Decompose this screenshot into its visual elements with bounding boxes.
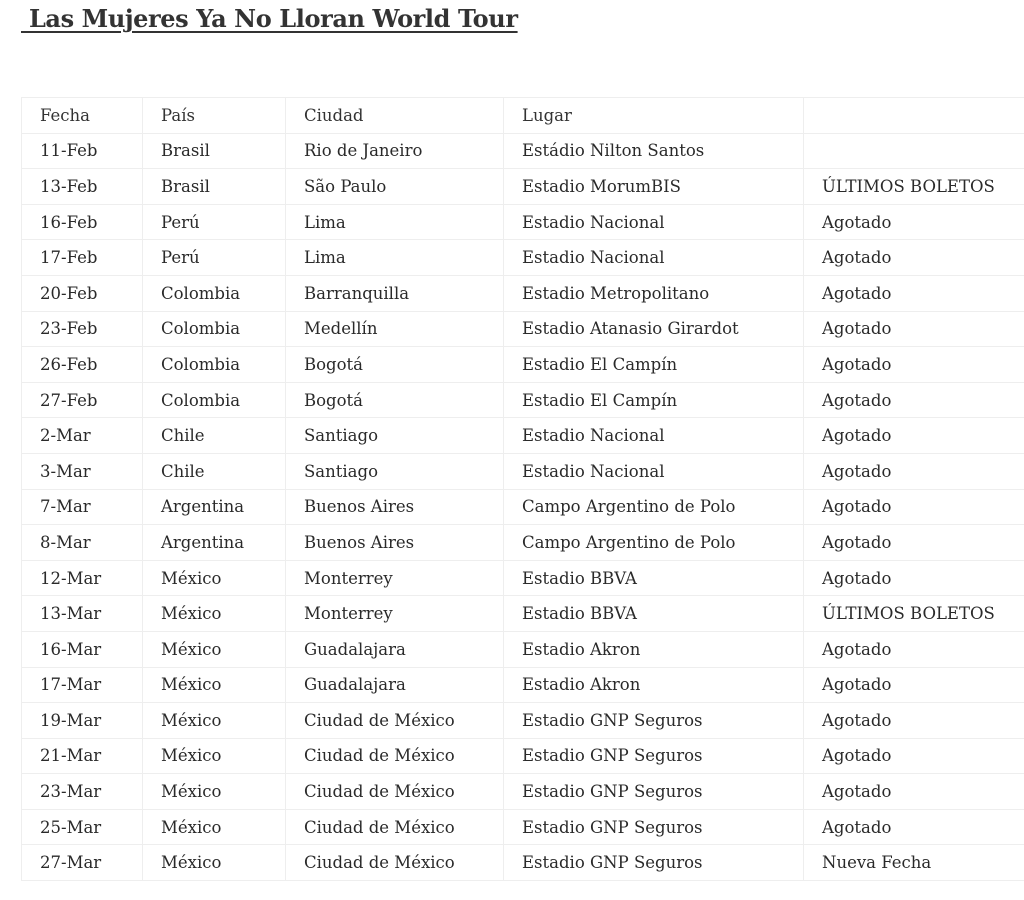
status-cell: Agotado: [804, 275, 1024, 311]
country-cell: Argentina: [143, 489, 286, 525]
header-cell-lugar: Lugar: [504, 98, 804, 134]
header-cell-ciudad: Ciudad: [286, 98, 504, 134]
city-cell: Ciudad de México: [286, 845, 504, 881]
city-cell: Bogotá: [286, 347, 504, 383]
date-cell: 19-Mar: [22, 703, 143, 739]
status-cell: Agotado: [804, 525, 1024, 561]
city-cell: Barranquilla: [286, 275, 504, 311]
venue-cell: Estadio El Campín: [504, 347, 804, 383]
city-cell: Lima: [286, 204, 504, 240]
date-cell: 11-Feb: [22, 133, 143, 169]
city-cell: Guadalajara: [286, 667, 504, 703]
table-row: [22, 596, 1024, 632]
date-cell: 20-Feb: [22, 275, 143, 311]
country-cell: Colombia: [143, 311, 286, 347]
venue-cell: Estadio Metropolitano: [504, 275, 804, 311]
date-cell: 8-Mar: [22, 525, 143, 561]
table-row: [22, 667, 1024, 703]
country-cell: México: [143, 667, 286, 703]
table-row: [22, 631, 1024, 667]
venue-cell: Estadio GNP Seguros: [504, 738, 804, 774]
country-cell: Perú: [143, 240, 286, 276]
city-cell: Ciudad de México: [286, 703, 504, 739]
date-cell: 25-Mar: [22, 809, 143, 845]
table-row: [22, 774, 1024, 810]
table-row: [22, 703, 1024, 739]
city-cell: Lima: [286, 240, 504, 276]
table-row: [22, 204, 1024, 240]
city-cell: Santiago: [286, 418, 504, 454]
date-cell: 13-Mar: [22, 596, 143, 632]
date-cell: 17-Mar: [22, 667, 143, 703]
venue-cell: Estadio Nacional: [504, 240, 804, 276]
date-cell: 27-Feb: [22, 382, 143, 418]
country-cell: Chile: [143, 418, 286, 454]
country-cell: México: [143, 596, 286, 632]
date-cell: 23-Mar: [22, 774, 143, 810]
status-cell: Agotado: [804, 453, 1024, 489]
city-cell: Rio de Janeiro: [286, 133, 504, 169]
date-cell: 26-Feb: [22, 347, 143, 383]
venue-cell: Estadio GNP Seguros: [504, 703, 804, 739]
country-cell: México: [143, 845, 286, 881]
venue-cell: Campo Argentino de Polo: [504, 489, 804, 525]
country-cell: Brasil: [143, 169, 286, 205]
country-cell: Colombia: [143, 275, 286, 311]
table-row: [22, 418, 1024, 454]
status-cell: Agotado: [804, 204, 1024, 240]
status-cell: Agotado: [804, 809, 1024, 845]
table-row: [22, 275, 1024, 311]
table-row: [22, 133, 1024, 169]
table-row: [22, 453, 1024, 489]
country-cell: Argentina: [143, 525, 286, 561]
date-cell: 7-Mar: [22, 489, 143, 525]
city-cell: Santiago: [286, 453, 504, 489]
country-cell: Perú: [143, 204, 286, 240]
date-cell: 3-Mar: [22, 453, 143, 489]
city-cell: Ciudad de México: [286, 738, 504, 774]
status-cell: Agotado: [804, 347, 1024, 383]
date-cell: 13-Feb: [22, 169, 143, 205]
venue-cell: Campo Argentino de Polo: [504, 525, 804, 561]
country-cell: Colombia: [143, 382, 286, 418]
table-row: [22, 240, 1024, 276]
table-row: [22, 311, 1024, 347]
status-cell: Agotado: [804, 311, 1024, 347]
city-cell: Buenos Aires: [286, 525, 504, 561]
table-row: [22, 169, 1024, 205]
country-cell: Brasil: [143, 133, 286, 169]
date-cell: 27-Mar: [22, 845, 143, 881]
table-row: [22, 347, 1024, 383]
header-cell-pais: País: [143, 98, 286, 134]
page-title: Las Mujeres Ya No Lloran World Tour: [21, 4, 518, 33]
date-cell: 2-Mar: [22, 418, 143, 454]
venue-cell: Estadio GNP Seguros: [504, 845, 804, 881]
status-cell: Agotado: [804, 240, 1024, 276]
date-cell: 17-Feb: [22, 240, 143, 276]
status-cell: Agotado: [804, 382, 1024, 418]
city-cell: Ciudad de México: [286, 809, 504, 845]
city-cell: Monterrey: [286, 560, 504, 596]
table-body: [22, 98, 1024, 881]
city-cell: Ciudad de México: [286, 774, 504, 810]
venue-cell: Estadio Nacional: [504, 453, 804, 489]
country-cell: Chile: [143, 453, 286, 489]
venue-cell: Estadio BBVA: [504, 596, 804, 632]
status-cell: Agotado: [804, 738, 1024, 774]
status-cell: Agotado: [804, 703, 1024, 739]
country-cell: Colombia: [143, 347, 286, 383]
city-cell: Guadalajara: [286, 631, 504, 667]
status-cell: ÚLTIMOS BOLETOS: [804, 596, 1024, 632]
date-cell: 12-Mar: [22, 560, 143, 596]
date-cell: 23-Feb: [22, 311, 143, 347]
table-row: [22, 845, 1024, 881]
country-cell: México: [143, 703, 286, 739]
header-cell-fecha: Fecha: [22, 98, 143, 134]
venue-cell: Estadio BBVA: [504, 560, 804, 596]
venue-cell: Estadio Akron: [504, 631, 804, 667]
status-cell: Nueva Fecha: [804, 845, 1024, 881]
date-cell: 16-Mar: [22, 631, 143, 667]
venue-cell: Estadio Nacional: [504, 418, 804, 454]
status-cell: Agotado: [804, 560, 1024, 596]
status-cell: [804, 133, 1024, 169]
venue-cell: Estadio Nacional: [504, 204, 804, 240]
status-cell: Agotado: [804, 489, 1024, 525]
table-row: [22, 382, 1024, 418]
city-cell: Monterrey: [286, 596, 504, 632]
date-cell: 16-Feb: [22, 204, 143, 240]
header-cell-estado: [804, 98, 1024, 134]
table-row: [22, 525, 1024, 561]
status-cell: Agotado: [804, 667, 1024, 703]
date-cell: 21-Mar: [22, 738, 143, 774]
status-cell: Agotado: [804, 418, 1024, 454]
venue-cell: Estadio GNP Seguros: [504, 774, 804, 810]
country-cell: México: [143, 809, 286, 845]
status-cell: ÚLTIMOS BOLETOS: [804, 169, 1024, 205]
country-cell: México: [143, 738, 286, 774]
table-header-row: [22, 98, 1024, 134]
venue-cell: Estadio Atanasio Girardot: [504, 311, 804, 347]
table-row: [22, 738, 1024, 774]
country-cell: México: [143, 631, 286, 667]
table-row: [22, 560, 1024, 596]
city-cell: Bogotá: [286, 382, 504, 418]
city-cell: Medellín: [286, 311, 504, 347]
country-cell: México: [143, 774, 286, 810]
venue-cell: Estadio El Campín: [504, 382, 804, 418]
venue-cell: Estadio Akron: [504, 667, 804, 703]
venue-cell: Estadio GNP Seguros: [504, 809, 804, 845]
venue-cell: Estadio MorumBIS: [504, 169, 804, 205]
table-row: [22, 809, 1024, 845]
venue-cell: Estádio Nilton Santos: [504, 133, 804, 169]
city-cell: Buenos Aires: [286, 489, 504, 525]
table-row: [22, 489, 1024, 525]
city-cell: São Paulo: [286, 169, 504, 205]
status-cell: Agotado: [804, 774, 1024, 810]
tour-dates-table: [21, 97, 1024, 881]
status-cell: Agotado: [804, 631, 1024, 667]
country-cell: México: [143, 560, 286, 596]
